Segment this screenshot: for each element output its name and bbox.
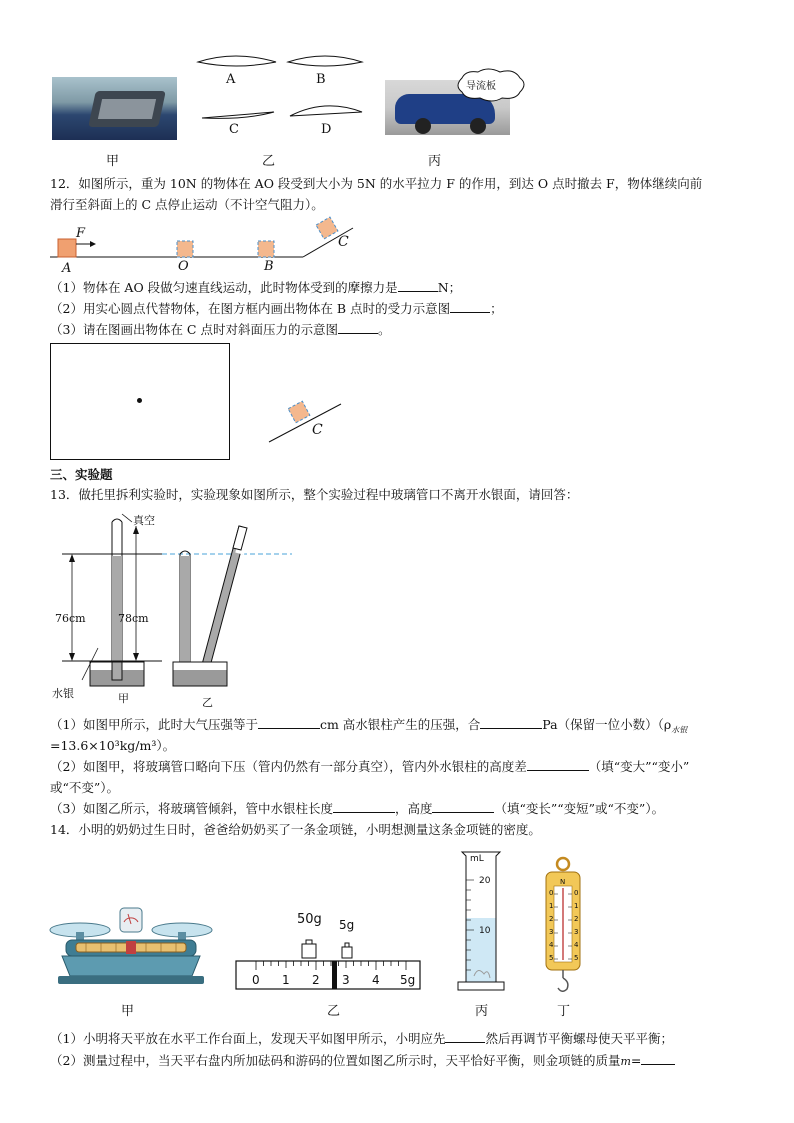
label-bing-1: 丙 [428,154,442,169]
section-title: 三、实验题 [50,467,113,482]
spring-left-2: 2 [549,915,554,923]
q13-blank2[interactable] [480,716,542,729]
q12-sub3: （3）请在图画出物体在 C 点时对斜面压力的示意图 。 [50,322,391,337]
q12-label-B: B [264,259,274,274]
q13-label-yi: 乙 [202,696,213,709]
q12-label-A: A [62,261,72,276]
cylinder-unit: mL [470,854,484,864]
spring-right-3: 3 [574,928,579,936]
label-jia-1: 甲 [106,154,120,169]
q12-answer-label-C: C [312,422,323,438]
q13-sub2-line2: 或“不变”）。 [50,780,120,795]
q14-label-ding: 丁 [557,1004,571,1019]
q12-sub2: （2）用实心圆点代替物体，在图方框内画出物体在 B 点时的受力示意图 ； [50,301,503,316]
shape-D [290,106,362,116]
q13-label-vacuum: 真空 [133,514,155,527]
q13-sub1: （1）如图甲所示，此时大气压强等于 cm 高水银柱产生的压强，合 Pa（保留一位小数）（$\rho_{水银}$ [50,717,688,735]
weight-5g-label: 5g [339,918,355,932]
spring-left-0: 0 [549,889,554,897]
ruler-tick-4: 4 [372,973,380,987]
graduated-cylinder-figure [456,848,506,994]
ruler-tick-1: 1 [282,973,290,987]
q14-sub1: （1）小明将天平放在水平工作台面上，发现天平如图甲所示，小明应先 然后再调节平衡螺母使天平平衡； [50,1031,673,1046]
q14-label-yi: 乙 [327,1004,341,1019]
ruler-tick-3: 3 [342,973,350,987]
bubble-text: 导流板 [466,81,496,92]
q13-label-mercury: 水银 [52,687,74,700]
spring-right-4: 4 [574,941,579,949]
q13-sub3: （3）如图乙所示，将玻璃管倾斜，管中水银柱长度 ，高度 （填“变长”“变短”或“不变”）。 [50,801,665,816]
q12-label-C: C [338,234,349,250]
spring-left-4: 4 [549,941,554,949]
ruler-tick-5: 5g [400,973,416,987]
q13-blank1[interactable] [258,716,320,729]
q13-label-jia: 甲 [118,692,129,705]
shape-label-B: B [316,72,326,87]
q12-stem-line1: 12．如图所示，重为 10N 的物体在 AO 段受到大小为 5N 的水平拉力 F 的作用，到达 O 点时撤去 F，物体继续向前 [50,176,703,191]
spring-left-3: 3 [549,928,554,936]
q12-label-F: F [76,226,86,241]
q14-stem: 14．小明的奶奶过生日时，爸爸给奶奶买了一条金项链，小明想测量这条金项链的密度。 [50,822,541,837]
spring-right-1: 1 [574,902,579,910]
weight-50g-label: 50g [297,912,322,927]
rider-ruler-figure [234,934,424,994]
q13-blank3[interactable] [527,758,589,771]
cylinder-10: 10 [479,926,491,936]
shape-C [202,112,274,118]
q14-sub2: （2）测量过程中，当天平右盘内所加砝码和游码的位置如图乙所示时，天平恰好平衡，则金项链的质量m= [50,1052,750,1071]
spring-right-0: 0 [574,889,579,897]
q13-blank5[interactable] [432,800,494,813]
shape-label-D: D [321,122,332,137]
q14-blank1[interactable] [445,1030,485,1043]
q13-stem: 13．做托里拆利实验时，实验现象如图所示，整个实验过程中玻璃管口不离开水银面，请回答： [50,487,579,502]
ruler-tick-0: 0 [252,973,260,987]
ruler-tick-2: 2 [312,973,320,987]
q12-stem-line2: 滑行至斜面上的 C 点停止运动（不计空气阻力）。 [50,197,324,212]
q12-blank1[interactable] [398,279,438,292]
block-C [316,217,338,239]
q14-blank2[interactable] [641,1052,675,1065]
block-B [258,241,274,257]
q13-label-78cm: 78cm [118,612,149,625]
spring-right-5: 5 [574,954,579,962]
spring-N: N [560,878,566,886]
shape-B [288,56,362,66]
q14-label-jia: 甲 [121,1004,135,1019]
q14-label-bing: 丙 [475,1004,489,1019]
shape-label-A: A [226,72,236,87]
block-O [177,241,193,257]
spring-left-5: 5 [549,954,554,962]
q13-label-76cm: 76cm [55,612,86,625]
q12-blank2[interactable] [450,300,490,313]
q13-sub1-line2: =13.6×10³kg/m³）。 [50,738,176,753]
torricelli-figure [50,510,410,710]
spring-left-1: 1 [549,902,554,910]
label-yi-1: 乙 [262,154,276,169]
q12-slope-figure [265,398,345,446]
block-A [58,239,76,257]
q12-label-O: O [178,259,189,274]
car-sunroof-photo [52,77,177,140]
wing-shapes-figure [190,48,370,148]
spring-right-2: 2 [574,915,579,923]
q12-answer-box[interactable] [50,343,230,460]
q13-blank4[interactable] [333,800,395,813]
q12-sub1: （1）物体在 AO 段做匀速直线运动，此时物体受到的摩擦力是 N； [50,280,462,295]
q12-track-figure [48,214,368,276]
balance-figure [46,900,216,992]
solid-dot [137,398,142,403]
shape-label-C: C [229,122,239,137]
q12-blank3[interactable] [338,321,378,334]
shape-A [198,56,276,66]
cylinder-20: 20 [479,876,491,886]
q13-sub2: （2）如图甲，将玻璃管口略向下压（管内仍然有一部分真空），管内外水银柱的高度差 （填“变大”“变小” [50,759,690,774]
